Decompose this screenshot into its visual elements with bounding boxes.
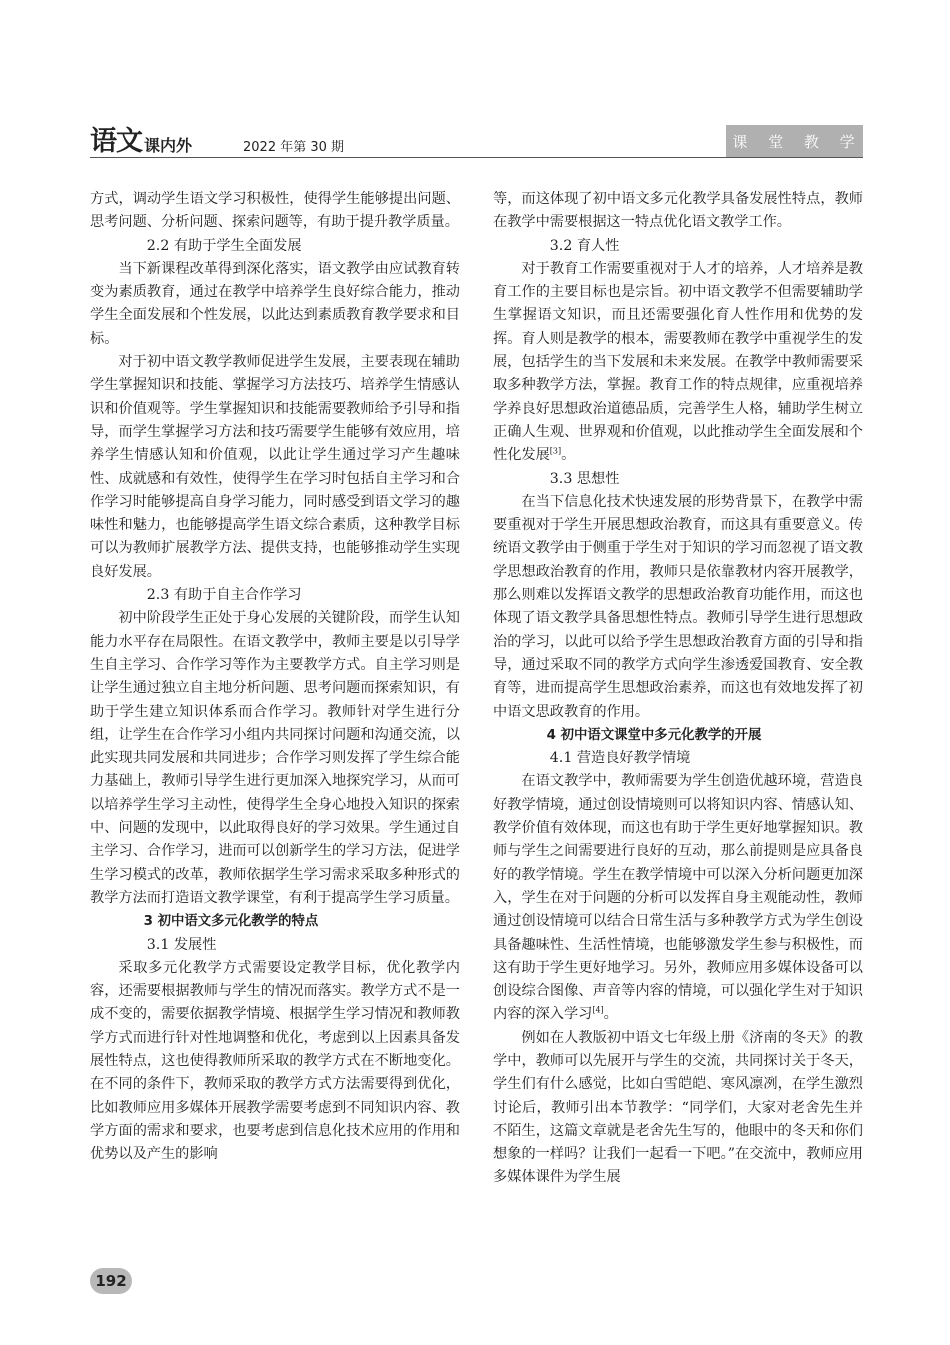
paragraph-text: 例如在人教版初中语文七年级上册《济南的冬天》的教学中，教师可以先展开与学生的交流，共同探讨关于冬天，学生们有什么感觉，比如白雪皑皑、寒风凛冽，在学生激烈讨论后，教师引出本节教学：“同学们，大家对老舍先生并不陌生，这篇文章就是老舍先生写的，他眼中的冬天和你们想象的一样吗？让我们一起看一下吧。”在交流中，教师应用多媒体课件为学生展 (493, 1029, 863, 1186)
left-column (90, 188, 460, 1166)
body-paragraph (90, 258, 460, 351)
paragraph-text: 方式，调动学生语文学习积极性，使得学生能够提出问题、思考问题、分析问题、探索问题等，有助于提升教学质量。 (90, 191, 460, 231)
logo-main-text: 语文 (90, 126, 142, 157)
subsection-heading (90, 584, 460, 607)
paragraph-tail: 。 (561, 447, 576, 464)
paragraph-text: 2.3 有助于自主合作学习 (146, 587, 302, 604)
paragraph-text: 3.1 发展性 (146, 936, 217, 953)
paragraph-tail: 。 (603, 1006, 618, 1023)
body-paragraph (493, 491, 863, 724)
section-heading (90, 910, 460, 933)
section-label: 课 堂 教 学 (726, 125, 863, 158)
paragraph-text: 等，而这体现了初中语文多元化教学具备发展性特点，教师在教学中需要根据这一特点优化语文教学工作。 (493, 191, 863, 231)
subsection-heading (90, 235, 460, 258)
right-column (493, 188, 863, 1190)
body-paragraph (493, 258, 863, 468)
body-paragraph (90, 607, 460, 910)
paragraph-text: 在语文教学中，教师需要为学生创造优越环境，营造良好教学情境，通过创设情境则可以将知识内容、情感认知、教学价值有效体现，而这也有助于学生更好地掌握知识。教师与学生之间需要进行良好的互动，那么前提则是应具备良好的教学情境。学生在教学情境中可以深入分析问题更加深入，学生在对于问题的分析可以发挥自身主观能动性，教师通过创设情境可以结合日常生活与多种教学方式为学生创设具备趣味性、生活性情境，也能够激发学生参与积极性，而这有助于学生更好地学习。另外，教师应用多媒体设备可以创设综合图像、声音等内容的情境，可以强化学生对于知识内容的深入学习 (493, 773, 863, 1023)
paragraph-text: 4 初中语文课堂中多元化教学的开展 (546, 727, 762, 743)
paragraph-text: 4.1 营造良好教学情境 (549, 750, 691, 767)
paragraph-text: 初中阶段学生正处于身心发展的关键阶段，而学生认知能力水平存在局限性。在语文教学中，教师主要是以引导学生自主学习、合作学习等作为主要教学方式。自主学习则是让学生通过独立自主地分析问题、思考问题而探索知识，有助于学生建立知识体系而合作学习。教师针对学生进行分组，让学生在合作学习小组内共同探讨问题和沟通交流，以此实现共同发展和共同进步；合作学习则发挥了学生综合能力基础上，教师引导学生进行更加深入地探究学习，从而可以培养学生学习主动性，使得学生全身心地投入知识的探索中、问题的发现中，以此取得良好的学习效果。学生通过自主学习、合作学习，进而可以创新学生的学习方法，促进学生学习模式的改革，教师依据学生学习需求采取多种形式的教学方法而打造语文教学课堂，有利于提高学生学习质量。 (90, 610, 460, 906)
body-paragraph (493, 1027, 863, 1190)
body-paragraph (90, 188, 460, 235)
paragraph-text: 当下新课程改革得到深化落实，语文教学由应试教育转变为素质教育，通过在教学中培养学生良好综合能力，推动学生全面发展和个性发展，以此达到素质教育教学要求和目标。 (90, 260, 460, 347)
paragraph-text: 对于教育工作需要重视对于人才的培养，人才培养是教育工作的主要目标也是宗旨。初中语文教学不但需要辅助学生掌握语文知识，而且还需要强化育人性作用和优势的发挥。育人则是教学的根本，需要教师在教学中重视学生的发展，包括学生的当下发展和未来发展。在教学中教师需要采取多种教学方法，掌握。教育工作的特点规律，应重视培养学养良好思想政治道德品质，完善学生人格，辅助学生树立正确人生观、世界观和价值观，以此推动学生全面发展和个性化发展 (493, 260, 863, 464)
journal-logo (90, 127, 192, 157)
body-paragraph (90, 351, 460, 584)
subsection-heading (493, 468, 863, 491)
citation-marker: [4] (592, 1005, 604, 1015)
issue-label: 2022 年第 30 期 (243, 140, 345, 155)
paragraph-text: 采取多元化教学方式需要设定教学目标，优化教学内容，还需要根据教师与学生的情况而落实。教学方式不是一成不变的，需要依据教学情境、根据学生学习情况和教师教学方式而进行针对性地调整和优化，考虑到以上因素具备发展性特点，这也使得教师所采取的教学方式在不断地变化。在不同的条件下，教师采取的教学方式方法需要得到优化，比如教师应用多媒体开展教学需要考虑到不同知识内容、教学方面的需求和要求，也要考虑到信息化技术应用的作用和优势以及产生的影响 (90, 959, 460, 1163)
body-paragraph (493, 188, 863, 235)
subsection-heading (493, 235, 863, 258)
logo-sub-text: 课内外 (144, 136, 193, 155)
citation-marker: [3] (549, 446, 562, 456)
page-header (90, 125, 863, 158)
paragraph-text: 在当下信息化技术快速发展的形势背景下，在教学中需要重视对于学生开展思想政治教育，而这具有重要意义。传统语文教学由于侧重于学生对于知识的学习而忽视了语文教学思想政治教育的作用，教师只是依靠教材内容开展教学，那么则难以发挥语文教学的思想政治教育功能作用，而这也体现了语文教学具备思想性特点。教师引导学生进行思想政治的学习，以此可以给予学生思想政治教育方面的引导和指导，通过采取不同的教学方式向学生渗透爱国教育、安全教育等，进而提高学生思想政治素养，而这也有效地发挥了初中语文思政教育的作用。 (493, 493, 863, 720)
paragraph-text: 3.2 育人性 (549, 237, 620, 254)
paragraph-text: 2.2 有助于学生全面发展 (146, 237, 302, 254)
page-number: 192 (90, 1268, 132, 1294)
body-paragraph (493, 770, 863, 1026)
body-paragraph (90, 957, 460, 1167)
paragraph-text: 3.3 思想性 (549, 470, 620, 487)
paragraph-text: 3 初中语文多元化教学的特点 (143, 914, 319, 930)
section-heading (493, 724, 863, 747)
subsection-heading (90, 934, 460, 957)
header-divider (90, 157, 863, 158)
subsection-heading (493, 747, 863, 770)
paragraph-text: 对于初中语文教学教师促进学生发展，主要表现在辅助学生掌握知识和技能、掌握学习方法技巧、培养学生情感认识和价值观等。学生掌握知识和技能需要教师给予引导和指导，而学生掌握学习方法和技巧需要学生能够有效应用，培养学生情感认知和价值观，以此让学生通过学习产生趣味性、成就感和有效性，使得学生在学习时包括自主学习和合作学习时能够提高自身学习能力，同时感受到语文学习的趣味性和魅力，也能够提高学生语文综合素质，这种教学目标可以为教师扩展教学方法、提供支持，也能够推动学生实现良好发展。 (90, 354, 460, 580)
